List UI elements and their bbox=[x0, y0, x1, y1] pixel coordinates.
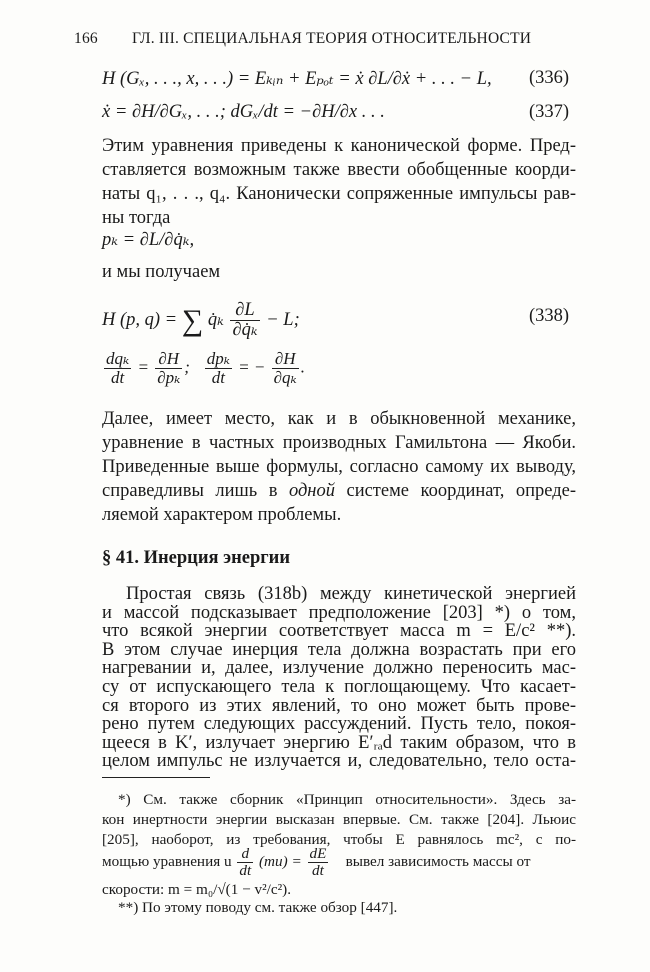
para2-text-a: справедливы лишь в bbox=[102, 481, 278, 501]
para1-line-3: наты q₁, . . ., q₄. Канонически сопряженные импульсы рав- bbox=[102, 184, 576, 204]
eq338-tail: − L; bbox=[266, 310, 300, 331]
para2-line-5: ляемой характером проблемы. bbox=[102, 505, 342, 525]
para2-line-3: Приведенные выше формулы, согласно самому их выводу, bbox=[102, 457, 576, 477]
equation-pk: pₖ = ∂L/∂q̇ₖ, bbox=[102, 230, 195, 250]
section-title: Инерция энергии bbox=[143, 548, 290, 568]
and-we-get: и мы получаем bbox=[102, 262, 221, 282]
fraction-dpk-dt bbox=[205, 350, 232, 387]
footnote-rule bbox=[102, 777, 210, 778]
para3-line-4: В этом случае инерция тела должна возрастать при его bbox=[102, 639, 576, 660]
equals-sign: = bbox=[137, 357, 149, 377]
fraction-denominator: dt bbox=[211, 367, 225, 387]
para3-line-9: щееся в K′, излучает энергию E′ᵣₐd таким образом, что в bbox=[102, 732, 576, 753]
footnote-1-line-1: *) См. также сборник «Принцип относительности». Здесь за- bbox=[118, 791, 576, 808]
footnote-text: вывел зависимость массы от bbox=[345, 852, 531, 870]
para3-line-1: Простая связь (318b) между кинетической энергией bbox=[126, 584, 576, 604]
equals-minus-sign: = − bbox=[238, 357, 266, 377]
fraction-numerator: dE bbox=[309, 845, 327, 862]
para3-line-6: су от испускающего тела к поглощающему. Что касает- bbox=[102, 677, 576, 697]
fraction-numerator: ∂H bbox=[155, 350, 182, 369]
fraction-denominator: ∂qₖ bbox=[273, 367, 297, 387]
page-number: 166 bbox=[74, 30, 98, 47]
fraction-denominator: dt bbox=[239, 861, 252, 879]
para2-line-2: уравнение в частных производных Гамильтона — Якоби. bbox=[102, 433, 576, 453]
sum-symbol: ∑ bbox=[181, 303, 204, 337]
fraction-numerator: dqₖ bbox=[106, 349, 130, 368]
para2-line-4 bbox=[102, 479, 576, 503]
emphasis-word: одной bbox=[288, 481, 335, 501]
fraction-denominator: ∂q̇ₖ bbox=[232, 320, 258, 341]
fraction-denominator: dt bbox=[312, 861, 324, 879]
equation-337: ẋ = ∂H/∂Gₓ, . . .; dGₓ/dt = −∂H/∂x . . . bbox=[102, 102, 385, 122]
para3-line-2: и массой подсказывает предположение [203] *) о том, bbox=[102, 602, 576, 623]
running-title: ГЛ. III. СПЕЦИАЛЬНАЯ ТЕОРИЯ ОТНОСИТЕЛЬНОСТИ bbox=[132, 30, 532, 47]
para3-line-5: нагревании и, далее, излучение должно переносить мас- bbox=[102, 658, 576, 679]
para2-text-b: системе координат, опреде- bbox=[346, 481, 576, 501]
fraction-dqk-dt bbox=[104, 350, 131, 387]
para2-line-1: Далее, имеет место, как и в обыкновенной механике, bbox=[102, 409, 576, 429]
fraction-d-dt bbox=[237, 846, 253, 879]
footnote-text: мощью уравнения u bbox=[102, 852, 232, 870]
equation-336: H (Gₓ, . . ., x, . . .) = Eₖᵢₙ + Eₚₒₜ = ẋ ∂L/∂ẋ + . . . − L, bbox=[102, 69, 492, 89]
fraction-numerator: ∂L bbox=[230, 301, 259, 321]
fraction-dH-dq bbox=[272, 350, 299, 387]
equation-338-line-2 bbox=[102, 350, 305, 387]
equation-338-line-1 bbox=[102, 301, 300, 341]
para3-line-7: ся второго из этих явлений, то оно может быть прове- bbox=[102, 695, 576, 716]
footnote-1-line-4 bbox=[102, 846, 576, 879]
para1-line-4: ны тогда bbox=[102, 208, 171, 228]
eq338-qdot: q̇ₖ bbox=[207, 310, 224, 331]
section-number: § 41. bbox=[102, 548, 139, 568]
para3-line-3: что всякой энергии соответствует масса m = E/c² **). bbox=[102, 621, 576, 642]
fraction-numerator: dpₖ bbox=[206, 349, 230, 368]
equation-337-number: (337) bbox=[529, 102, 570, 122]
para3-line-8: рено путем следующих рассуждений. Пусть тело, покоя- bbox=[102, 714, 576, 735]
footnote-formula: (mu) = bbox=[259, 852, 302, 870]
fraction-numerator: d bbox=[237, 846, 253, 863]
fraction-denominator: dt bbox=[110, 367, 125, 387]
footnote-1-line-3: [205], наоборот, из требования, чтобы E равнялось mc², с по- bbox=[102, 831, 576, 848]
period: . bbox=[300, 357, 305, 377]
fraction-dE-dt bbox=[308, 846, 329, 879]
para3-line-10: целом импульс не излучается и, следовательно, тело оста- bbox=[102, 751, 576, 772]
fraction-dH-dp bbox=[155, 350, 182, 387]
fraction-denominator: ∂pₖ bbox=[157, 367, 181, 387]
footnote-1-line-5: скорости: m = m₀/√(1 − v²/c²). bbox=[102, 881, 291, 898]
para1-line-2: ставляется возможным также ввести обобщенные коорди- bbox=[102, 160, 576, 180]
footnote-2: **) По этому поводу см. также обзор [447]. bbox=[118, 899, 398, 916]
equation-336-number: (336) bbox=[529, 68, 570, 88]
fraction-numerator: ∂H bbox=[272, 350, 299, 369]
equation-338-number: (338) bbox=[529, 306, 570, 326]
para1-line-1: Этим уравнения приведены к канонической форме. Пред- bbox=[102, 136, 576, 156]
eq338-lhs: H (p, q) = bbox=[102, 310, 178, 331]
footnote-1-line-2: кон инертности энергии высказан впервые. См. также [204]. Льюис bbox=[102, 811, 576, 828]
fraction-dL-dq bbox=[230, 301, 259, 341]
separator: ; bbox=[184, 357, 190, 377]
section-heading bbox=[102, 548, 290, 569]
